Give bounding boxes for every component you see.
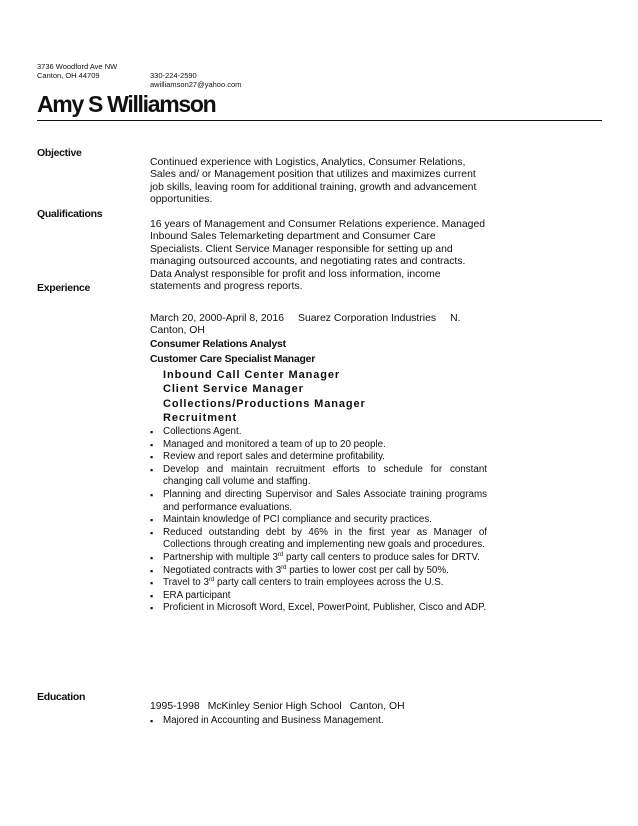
bullet-text: Maintain knowledge of PCI compliance and security practices.	[163, 514, 433, 526]
job-bullet	[150, 602, 487, 615]
education-bullet-list	[150, 715, 487, 728]
job-title: Consumer Relations Analyst	[150, 339, 286, 350]
job-role: Recruitment	[163, 412, 238, 424]
bullet-text: Proficient in Microsoft Word, Excel, PowerPoint, Publisher, Cisco and ADP.	[163, 602, 487, 614]
bullet-text: Negotiated contracts with 3	[163, 564, 282, 576]
bullet-text-tail: parties to lower cost per call by 50%.	[286, 564, 449, 576]
bullet-text: Planning and directing Supervisor and Sales Associate training programs and performance evaluations.	[163, 488, 487, 513]
job-bullet	[150, 489, 487, 514]
section-label-objective: Objective	[37, 147, 82, 159]
bullet-text: Managed and monitored a team of up to 20 people.	[163, 438, 386, 450]
job-bullet	[150, 590, 487, 603]
bullet-text: Travel to 3	[163, 577, 209, 589]
section-label-education: Education	[37, 691, 86, 703]
job-bullet	[150, 451, 487, 464]
ordinal-suffix: rd	[281, 564, 287, 571]
bullet-text-tail: party call centers to produce sales for DRTV.	[283, 551, 480, 563]
phone: 330-224-2590	[150, 71, 197, 80]
bullet-text: Develop and maintain recruitment efforts to schedule for constant changing call volume and staffing.	[163, 463, 487, 488]
job-title: Customer Care Specialist Manager	[150, 354, 316, 365]
bullet-text: ERA participant	[163, 589, 231, 601]
ordinal-suffix: rd	[277, 551, 284, 558]
job-bullet	[150, 426, 487, 439]
ordinal-suffix: rd	[208, 577, 215, 584]
section-label-experience: Experience	[37, 282, 91, 294]
bullet-text: Review and report sales and determine profitability.	[163, 451, 385, 463]
education-years: 1995-1998	[150, 701, 200, 712]
job-bullet	[150, 565, 487, 578]
education-location: Canton, OH	[349, 701, 405, 712]
job-header	[150, 313, 480, 338]
job-bullet	[150, 577, 487, 590]
section-label-qualifications: Qualifications	[37, 208, 103, 220]
address-block	[37, 62, 117, 80]
address-line-2: Canton, OH 44709	[37, 71, 100, 80]
education-bullet: ▪ Majored in Accounting and Business Management.	[150, 715, 487, 728]
job-bullet	[150, 439, 487, 452]
job-company: Suarez Corporation Industries	[298, 313, 437, 324]
job-bullet-list	[150, 426, 487, 615]
resume-name: Amy S Williamson	[37, 91, 216, 117]
job-location: N. Canton, OH	[150, 313, 461, 337]
qualifications-text: 16 years of Management and Consumer Relations experience. Managed Inbound Sales Telemarketing department and Consumer Care Specialists. Client Service Manager responsible for setting up and managing outsourced accounts, and negotiating rates and contracts. Data Analyst responsible for profit and loss information, income statements and progress reports.	[150, 219, 486, 293]
education-school: McKinley Senior High School	[207, 701, 342, 712]
objective-text: Continued experience with Logistics, Analytics, Consumer Relations, Sales and/ or Management position that utilizes and maximizes current job skills, leaving room for additional training, growth and advancement opportunities.	[150, 157, 477, 206]
job-dates: March 20, 2000-April 8, 2016	[150, 313, 285, 324]
job-role: Client Service Manager	[163, 383, 304, 395]
bullet-text-tail: party call centers to train employees across the U.S.	[214, 577, 444, 589]
bullet-text: Collections Agent.	[163, 426, 242, 437]
bullet-text: Partnership with multiple 3	[163, 551, 278, 563]
contact-block	[150, 71, 241, 89]
bullet-text: Reduced outstanding debt by 46% in the first year as Manager of Collections through creating and implementing new goals and procedures.	[163, 526, 487, 551]
job-role: Inbound Call Center Manager	[163, 369, 341, 381]
job-bullet	[150, 527, 487, 552]
job-role: Collections/Productions Manager	[163, 398, 366, 410]
job-bullet	[150, 552, 487, 565]
education-header	[150, 701, 405, 712]
address-line-1: 3736 Woodford Ave NW	[37, 62, 118, 71]
header-divider	[37, 120, 602, 121]
job-bullet	[150, 514, 487, 527]
job-bullet	[150, 464, 487, 489]
email: awilliamson27@yahoo.com	[150, 80, 242, 89]
